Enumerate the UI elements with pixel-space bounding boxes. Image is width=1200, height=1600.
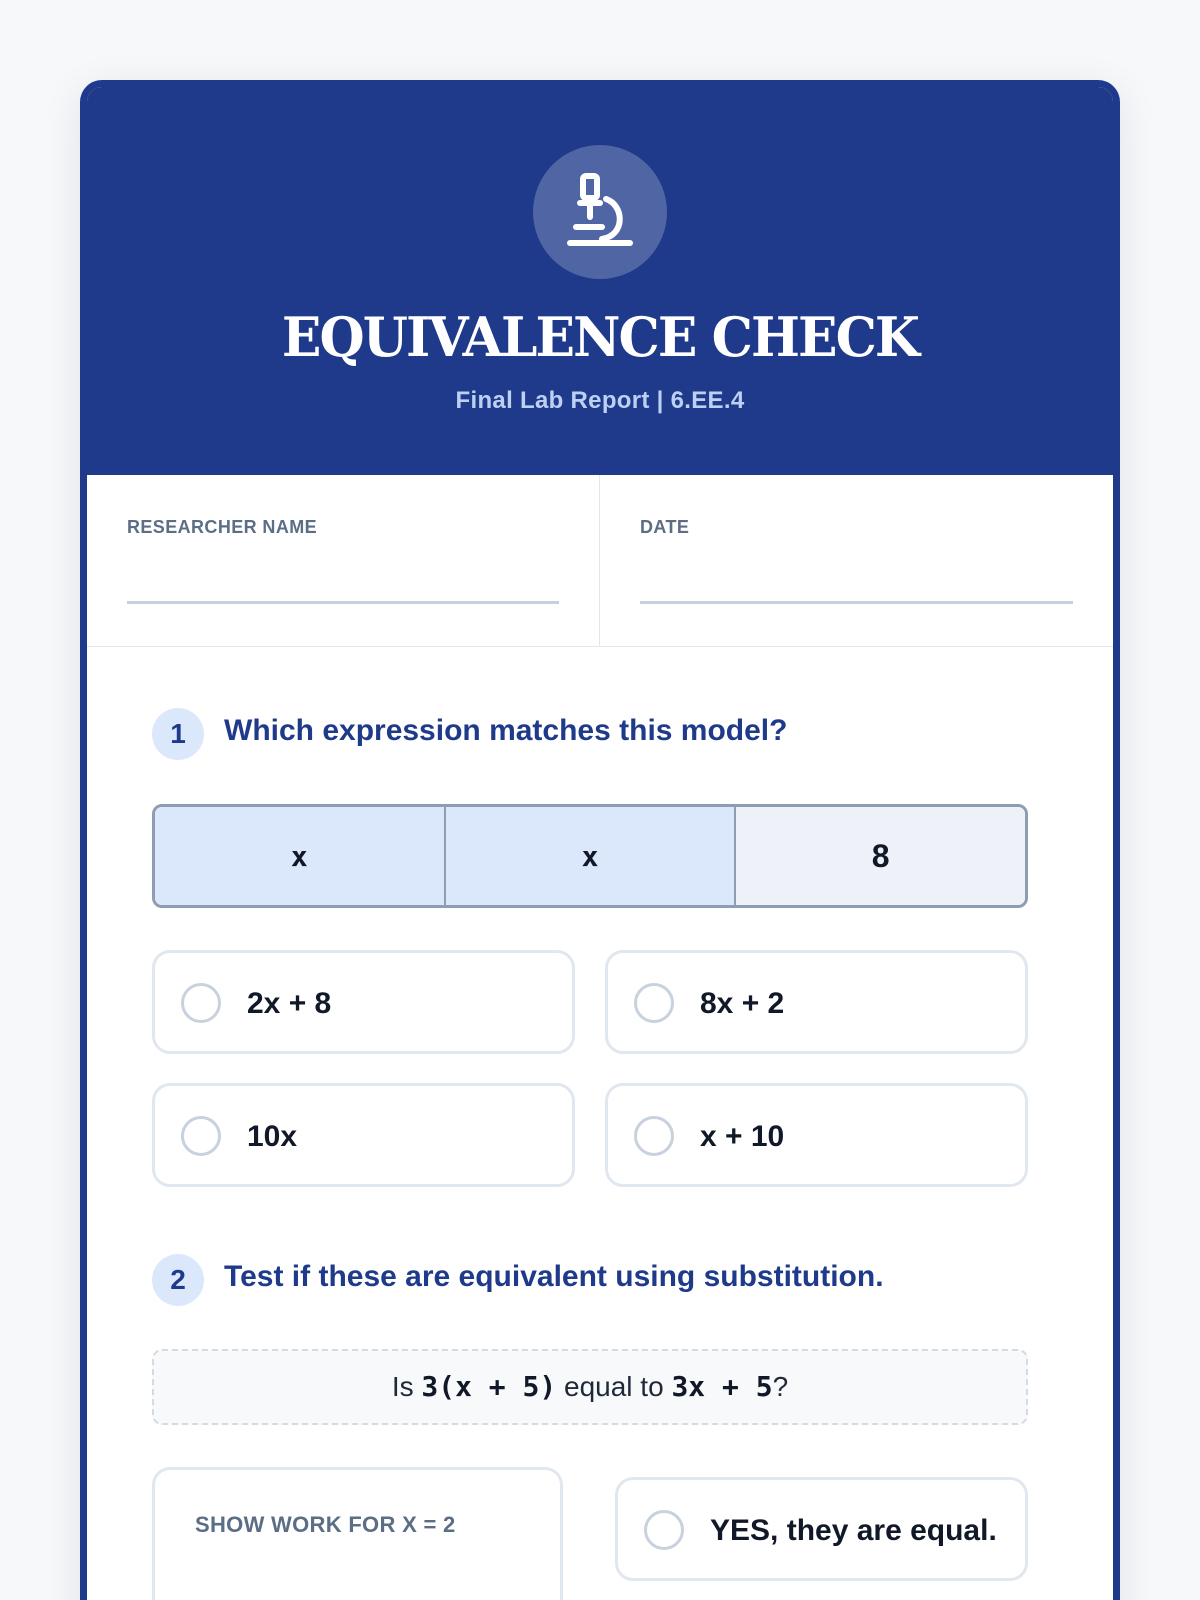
page-subtitle: Final Lab Report | 6.EE.4	[455, 387, 745, 414]
option-8x-plus-2[interactable]	[605, 950, 1028, 1054]
radio-button[interactable]	[181, 1116, 221, 1156]
radio-button[interactable]	[634, 983, 674, 1023]
page-title: EQUIVALENCE CHECK	[281, 305, 919, 369]
radio-button[interactable]	[181, 983, 221, 1023]
researcher-name-label: RESEARCHER NAME	[127, 517, 318, 537]
option-label: 10x	[247, 1120, 298, 1153]
worksheet-card	[80, 80, 1120, 1600]
option-label: x + 10	[700, 1120, 785, 1153]
researcher-name-cell	[87, 475, 600, 646]
prompt-text-post: ?	[772, 1371, 789, 1402]
radio-button[interactable]	[644, 1510, 684, 1550]
radio-button[interactable]	[634, 1116, 674, 1156]
date-cell	[600, 475, 1113, 646]
show-work-box[interactable]	[152, 1467, 563, 1600]
researcher-name-field[interactable]	[127, 601, 559, 604]
option-yes-equal[interactable]	[615, 1477, 1028, 1581]
date-label: DATE	[640, 517, 690, 537]
emblem-circle	[533, 145, 667, 279]
prompt-text-pre: Is	[391, 1371, 422, 1402]
prompt-text-mid: equal to	[556, 1371, 672, 1402]
question-1-text: Which expression matches this model?	[224, 714, 788, 747]
expression-b: 3x + 5	[671, 1370, 773, 1403]
option-label: 2x + 8	[247, 987, 332, 1020]
microscope-icon	[566, 173, 634, 249]
model-tile-x: x	[444, 807, 735, 905]
expression-a: 3(x + 5)	[421, 1370, 557, 1403]
worksheet-header	[87, 87, 1113, 475]
date-field[interactable]	[640, 601, 1073, 604]
option-x-plus-10[interactable]	[605, 1083, 1028, 1187]
option-10x[interactable]	[152, 1083, 575, 1187]
model-tile-constant: 8	[734, 807, 1025, 905]
bar-model	[152, 804, 1028, 908]
question-2-text: Test if these are equivalent using substitution.	[224, 1260, 884, 1293]
researcher-info-row	[87, 475, 1113, 647]
option-label: 8x + 2	[700, 987, 785, 1020]
substitution-prompt	[152, 1349, 1028, 1425]
option-2x-plus-8[interactable]	[152, 950, 575, 1054]
model-tile-x: x	[155, 807, 444, 905]
question-2-number: 2	[152, 1254, 204, 1306]
option-label: YES, they are equal.	[710, 1514, 997, 1547]
show-work-label: SHOW WORK FOR X = 2	[195, 1512, 456, 1537]
question-1-number: 1	[152, 708, 204, 760]
